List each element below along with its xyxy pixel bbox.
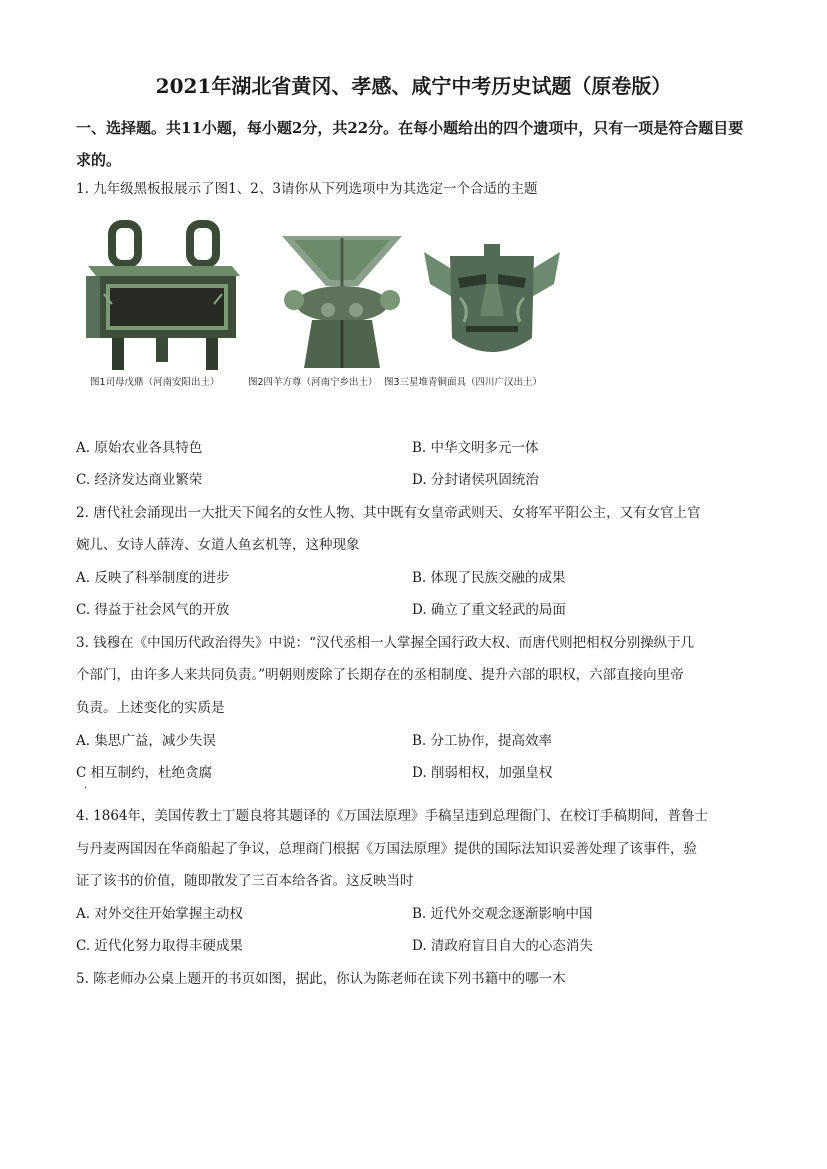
q1-option-a[interactable]: A. 原始农业各具特色	[76, 440, 203, 456]
q2-option-d[interactable]: D. 确立了重文轻武的局面	[412, 602, 566, 618]
page-title: 2021年湖北省黄冈、孝感、咸宁中考历史试题（原卷版）	[155, 74, 672, 98]
q3-stem-line-1: 3. 钱穆在《中国历代政治得失》中说：“汉代丞相一人掌握全国行政大权、而唐代则把相权分别操纵于几	[76, 635, 695, 651]
section-heading: 一、选择题。共11小题，每小题2分，共22分。在每小题给出的四个遗项中，只有一项是符合题目要求的。	[76, 119, 744, 169]
q3-option-d[interactable]: D. 削弱相权，加强皇权	[412, 765, 553, 781]
q4-option-d[interactable]: D. 清政府盲目自大的心态消失	[412, 938, 593, 954]
q3-option-b[interactable]: B. 分工协作，提高效率	[412, 733, 553, 749]
figure-3-caption: 图3三星堆青铜面具（四川广汉出土）	[384, 377, 543, 388]
figure-2-caption: 图2四羊方尊（河南宁乡出土）	[248, 377, 378, 388]
q4-stem-line-2: 与丹麦两国因在华商船起了争议，总理商门根据《万国法原理》提供的国际法知识妥善处理了该事件，验	[76, 841, 697, 857]
q1-stem: 1. 九年级黑板报展示了图1、2、3请你从下列选项中为其选定一个合适的主题	[76, 181, 538, 197]
q1-figures	[76, 214, 566, 394]
q4-option-a[interactable]: A. 对外交往开始掌握主动权	[76, 906, 243, 922]
q4-stem-line-3: 证了该书的价值，随即散发了三百本给各省。这反映当时	[76, 873, 414, 889]
q2-option-a[interactable]: A. 反映了科举制度的进步	[76, 570, 230, 586]
q3-option-a[interactable]: A. 集思广益，减少失误	[76, 733, 216, 749]
stray-dot: ·	[84, 783, 88, 794]
figure-1-caption: 图1司母戊鼎（河南安阳出土）	[90, 377, 220, 388]
q3-option-c[interactable]: C 相互制约，杜绝贪腐	[76, 765, 213, 781]
q1-option-b[interactable]: B. 中华文明多元一体	[412, 440, 539, 456]
q2-stem-line-1: 2. 唐代社会涌现出一大批天下闻名的女性人物、其中既有女皇帝武则天、女将军平阳公主，又有女官上官	[76, 505, 701, 521]
q2-option-b[interactable]: B. 体现了民族交融的成果	[412, 570, 566, 586]
q4-option-b[interactable]: B. 近代外交观念逐渐影响中国	[412, 906, 593, 922]
ding-vessel-image	[82, 214, 242, 374]
q3-stem-line-3: 负责。上述变化的实质是	[76, 700, 225, 716]
q3-stem-line-2: 个部门，由许多人来共同负责。”明朝则废除了长期存在的丞相制度、提升六部的职权，六部直接向里帝	[76, 667, 684, 683]
q5-stem: 5. 陈老师办公桌上题开的书页如图，据此，你认为陈老师在读下列书籍中的哪一木	[76, 971, 566, 987]
zun-vessel-image	[272, 232, 412, 372]
q1-option-c[interactable]: C. 经济发达商业繁荣	[76, 472, 203, 488]
bronze-mask-image	[420, 238, 564, 372]
q1-option-d[interactable]: D. 分封诸侯巩固统治	[412, 472, 539, 488]
q4-stem-line-1: 4. 1864年，美国传教士丁题良将其题译的《万国法原理》手稿呈违到总理衙门、在校订手稿期间，普鲁士	[76, 808, 709, 824]
q4-option-c[interactable]: C. 近代化努力取得丰硬成果	[76, 938, 243, 954]
q2-option-c[interactable]: C. 得益于社会风气的开放	[76, 602, 230, 618]
q2-stem-line-2: 婉儿、女诗人薛涛、女道人鱼玄机等，这种现象	[76, 537, 360, 553]
